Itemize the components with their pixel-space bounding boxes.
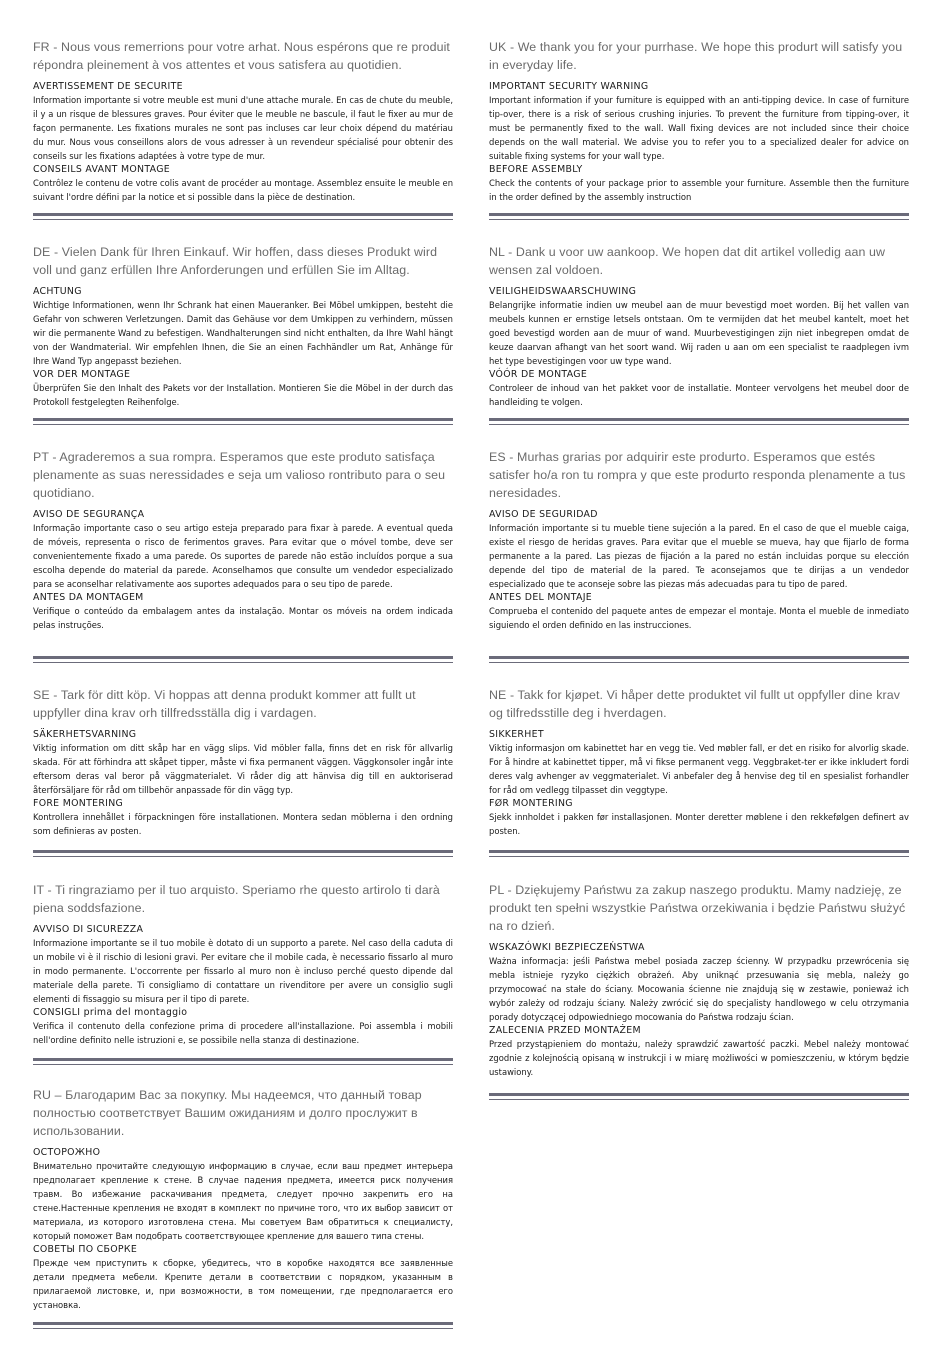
intro-uk: UK - We thank you for your purrhase. We hope this produrt will satisfy you in everyday life. <box>489 40 903 72</box>
assembly-text-se: Kontrollera innehållet i förpackningen före installationen. Montera sedan möblerna i den ordning som definieras av posten. <box>33 812 453 836</box>
warning-text-pt: Informação importante caso o seu artigo esteja preparado para fixar à parede. A eventual queda de móveis, representa o risco de ferimentos graves. Para evitar que o móvel tombe, deve ser convenientemente fixado a uma parede. Os suportes de parede não estão incluídos porque a sua escolha depende do material da parede. Aconselhamos que consulte um vendedor especializado para se aconselhar relativamente aos suportes adequados para o seu tipo de parede. <box>33 523 453 589</box>
warning-title-pl: WSKAZÓWKI BEZPIECZEŃSTWA <box>489 942 645 953</box>
intro-fr: FR - Nous vous remerrions pour votre arhat. Nous espérons que re produit répondra pleinement à vos attentes et vous satisfera au quotidien. <box>33 40 450 72</box>
warning-title-ru: ОСТОРОЖНО <box>33 1147 101 1158</box>
intro-de: DE - Vielen Dank für Ihren Einkauf. Wir hoffen, dass dieses Produkt wird voll und ganz erfüllen Ihre Anforderungen und erfüllen Sie im Alltag. <box>33 245 438 277</box>
assembly-title-pt: ANTES DA MONTAGEM <box>33 592 144 603</box>
divider-rule <box>489 418 909 426</box>
divider-rule <box>489 850 909 858</box>
section-uk <box>489 38 909 204</box>
assembly-title-uk: BEFORE ASSEMBLY <box>489 164 583 175</box>
warning-title-pt: AVISO DE SEGURANÇA <box>33 509 145 520</box>
section-ru <box>33 1086 453 1312</box>
warning-text-ne: Viktig informasjon om kabinettet har en vegg tie. Ved møbler fall, er det en risiko for alvorlig skade. For å hindre at kabinettet tipper, må vi fikse permanent vegg. Veggbraket-ter er ikke inkludert fordi deres valg avhenger av veggmaterialet. Vi anbefaler deg å henvise deg til en spesialist forhandler for råd om vedlegg tilpasset din veggtype. <box>489 743 909 795</box>
warning-text-es: Información importante si tu mueble tiene sujeción a la pared. En el caso de que el mueble caiga, existe el riesgo de heridas graves. Para evitar que el mueble se mueva, hay que fijarlo de forma permanente a la pared. Las piezas de fijación a la pared no están incluidas porque su elección depende del tipo de material de la pared. Te aconsejamos que te dirijas a un vendedor especializado que te aconseje sobre las piezas más adecuadas para tu tipo de pared. <box>489 523 909 589</box>
warning-title-it: AVVISO DI SICUREZZA <box>33 924 144 935</box>
divider-rule <box>33 1058 453 1066</box>
intro-se: SE - Tark för ditt köp. Vi hoppas att denna produkt kommer att fullt ut uppfyller dina krav orh tillfredsställa dig i vardagen. <box>33 688 416 720</box>
assembly-title-ne: FØR MONTERING <box>489 798 573 809</box>
section-es <box>489 448 909 632</box>
assembly-text-de: Überprüfen Sie den Inhalt des Pakets vor der Installation. Montieren Sie die Möbel in der durch das Protokoll festgelegten Reihenfolge. <box>33 383 453 407</box>
section-nl <box>489 243 909 409</box>
assembly-text-uk: Check the contents of your package prior to assemble your furniture. Assemble then the furniture in the order defined by the assembly instruction <box>489 178 909 202</box>
warning-title-ne: SIKKERHET <box>489 729 544 740</box>
divider-rule <box>33 1322 453 1330</box>
intro-nl: NL - Dank u voor uw aankoop. We hopen dat dit artikel volledig aan uw wensen zal voldoen. <box>489 245 886 277</box>
intro-pt: PT - Agraderemos a sua rompra. Esperamos que este produto satisfaça plenamente as suas neressidades e seja um valioso rontributo para o seu quotidiano. <box>33 450 446 500</box>
intro-ru: RU – Благодарим Вас за покупку. Мы надеемся, что данный товар полностью соответствует Вашим ожиданиям и долго прослужит в использовании. <box>33 1088 422 1138</box>
intro-pl: PL - Dziękujemy Państwu za zakup naszego produktu. Mamy nadzieję, ze produkt ten spełni wszystkie Państwa orzekiwania i będzie Państwu służyć na ro dzień. <box>489 883 906 933</box>
assembly-text-it: Verifica il contenuto della confezione prima di procedere all'installazione. Poi assembla i mobili nell'ordine definito nelle istruzioni e, se possibile nella stanza di destinazione. <box>33 1021 453 1045</box>
assembly-title-ru: СОВЕТЫ ПО СБОРКЕ <box>33 1244 138 1255</box>
warning-title-de: ACHTUNG <box>33 286 82 297</box>
divider-rule <box>33 656 453 664</box>
divider-rule <box>33 213 453 221</box>
section-se <box>33 686 453 838</box>
divider-rule <box>489 1093 909 1101</box>
assembly-title-nl: VÓÓR DE MONTAGE <box>489 369 588 380</box>
warning-text-fr: Information importante si votre meuble est muni d'une attache murale. En cas de chute du meuble, il y a un risque de blessures graves. Pour éviter que le meuble ne bascule, il faut le fixer au mur de façon permanente. Les fixations murales ne sont pas incluses car leur choix dépend du matériau du mur. Nous vous conseillons alors de vous adresser à un revendeur spécialisé pour obtenir des conseils sur les fixations adaptées à votre type de mur. <box>33 95 453 161</box>
assembly-text-pl: Przed przystąpieniem do montażu, należy sprawdzić zawartość paczki. Mebel należy montować zgodnie z kolejnością opisaną w instrukcji i w miarę możliwości w pomieszczeniu, w którym będzie ustawiony. <box>489 1039 909 1077</box>
assembly-title-de: VOR DER MONTAGE <box>33 369 131 380</box>
assembly-text-ne: Sjekk innholdet i pakken før installasjonen. Monter deretter møblene i den rekkefølgen definert av posten. <box>489 812 909 836</box>
warning-title-uk: IMPORTANT SECURITY WARNING <box>489 81 649 92</box>
divider-rule <box>33 850 453 858</box>
assembly-text-nl: Controleer de inhoud van het pakket voor de installatie. Monteer vervolgens het meubel door de handleiding te volgen. <box>489 383 909 407</box>
assembly-text-pt: Verifique o conteúdo da embalagem antes da instalação. Montar os móveis na ordem indicada pelas instruções. <box>33 606 453 630</box>
warning-title-se: SÄKERHETSVARNING <box>33 729 137 740</box>
divider-rule <box>489 213 909 221</box>
section-fr <box>33 38 453 204</box>
section-pt <box>33 448 453 632</box>
warning-text-nl: Belangrijke informatie indien uw meubel aan de muur bevestigd moet worden. Bij het vallen van meubels kunnen er ernstige letsels ontstaan. Om te vermijden dat het meubel kantelt, moet het goed bevestigd worden aan de muur of wand. Muurbevestigingen zijn niet inbegrepen omdat de keuze daarvan afhangt van het soort wand. Wij raden u aan om een specialist te raadplegen ivm het type bevestigingen voor uw type wand. <box>489 300 909 366</box>
section-pl <box>489 881 909 1079</box>
warning-text-de: Wichtige Informationen, wenn Ihr Schrank hat einen Maueranker. Bei Möbel umkippen, besteht die Gefahr von schweren Verletzungen. Damit das Gehäuse vor dem Umkippen zu verhindern, müssen wir die permanente Wand zu befestigen. Wandhalterungen sind nicht enthalten, da Ihre Wahl hängt von der Wandmaterial. Wir empfehlen Ihnen, die Sie an einen Fachhändler um Rat, Anhänge für Ihre Wand Typ angepasst beziehen. <box>33 300 453 366</box>
assembly-text-ru: Прежде чем приступить к сборке, убедитесь, что в коробке находятся все заявленные детали предмета мебели. Крепите детали в соответствии с порядком, указанным в прилагаемой листовке, и, при возможности, в том помещении, где предполагается его установка. <box>33 1258 453 1310</box>
assembly-title-it: CONSIGLI prima del montaggio <box>33 1007 188 1018</box>
assembly-text-fr: Contrôlez le contenu de votre colis avant de procéder au montage. Assemblez ensuite le meuble en suivant l'ordre défini par la notice et si possible dans la pièce de destination. <box>33 178 453 202</box>
intro-ne: NE - Takk for kjøpet. Vi håper dette produktet vil fullt ut oppfyller dine krav og tilfredsstille deg i hverdagen. <box>489 688 901 720</box>
intro-es: ES - Murhas grarias por adquirir este produrto. Esperamos que estés satisfer ho/a ron tu rompra y que este produrto responda plenamente a tus neresidades. <box>489 450 906 500</box>
section-de <box>33 243 453 409</box>
warning-text-ru: Внимательно прочитайте следующую информацию в случае, если ваш предмет интерьера предполагает крепление к стене. В случае падения предмета, имеется риск получения травм. Во избежание раскачивания предмета, следует прочно закрепить его на стене.Настенные крепления не входят в комплект по причине того, что их выбор зависит от материала, из которого изготовлена стена. Мы советуем Вам обратиться к специалисту, который поможет Вам подобрать соответствующее крепление для вашего типа стены. <box>33 1161 453 1241</box>
warning-text-se: Viktig information om ditt skåp har en vägg slips. Vid möbler falla, finns det en risk för allvarlig skada. För att förhindra att skåpet tipper, måste vi fixa permanent väggen. Väggkonsoler ingår inte eftersom deras val beror på väggmaterialet. Vi råder dig att hänvisa dig till en auktoriserad återförsäljare för råd om tillbehör anpassade för din vägg typ. <box>33 743 453 795</box>
warning-title-nl: VEILIGHEIDSWAARSCHUWING <box>489 286 637 297</box>
warning-text-uk: Important information if your furniture is equipped with an anti-tipping device. In case of furniture tip-over, there is a risk of serious crushing injuries. To prevent the furniture from tipping-over, it must be permanently fixed to the wall. Wall fixing devices are not included since their choice depends on the wall material. We advise you to refer you to a specialized dealer for advice on suitable fixing systems for your wall type. <box>489 95 909 161</box>
section-it <box>33 881 453 1047</box>
warning-title-es: AVISO DE SEGURIDAD <box>489 509 598 520</box>
assembly-title-pl: ZALECENIA PRZED MONTAŻEM <box>489 1025 641 1036</box>
warning-title-fr: AVERTISSEMENT DE SECURITE <box>33 81 183 92</box>
assembly-title-es: ANTES DEL MONTAJE <box>489 592 593 603</box>
section-ne <box>489 686 909 838</box>
intro-it: IT - Ti ringraziamo per il tuo arquisto. Speriamo rhe questo artirolo ti darà piena soddsfazione. <box>33 883 440 915</box>
assembly-text-es: Comprueba el contenido del paquete antes de empezar el montaje. Monta el mueble de inmediato siguiendo el orden definido en las instrucciones. <box>489 606 909 630</box>
warning-text-pl: Ważna informacja: jeśli Państwa mebel posiada zaczep ścienny. W przypadku przewrócenia się mebla istnieje ryzyko ciężkich obrażeń. Aby uniknąć przesuwania się mebla, należy go przymocować na stałe do ściany. Mocowania ścienne nie znajdują się w zestawie, ponieważ ich wybór zależy od rodzaju ściany. Należy zwrócić się do specjalisty handlowego w celu otrzymania porady dotyczącej odpowiedniego mocowania do Państwa rodzaju ścian. <box>489 956 909 1022</box>
warning-text-it: Informazione importante se il tuo mobile è dotato di un supporto a parete. Nel caso della caduta di un mobile vi è il rischio di lesioni gravi. Per evitare che il mobile cada, è necessario fissarlo al muro in modo permanente. L'occorrente per fissarlo al muro non è incluso perché questo dipende dal materiale della parete. Ti consigliamo di contattare un rivenditore per avere un consiglio sugli elementi di fissaggio su misura per il tipo di parete. <box>33 938 453 1004</box>
assembly-title-fr: CONSEILS AVANT MONTAGE <box>33 164 171 175</box>
divider-rule <box>33 418 453 426</box>
divider-rule <box>489 656 909 664</box>
assembly-title-se: FORE MONTERING <box>33 798 124 809</box>
